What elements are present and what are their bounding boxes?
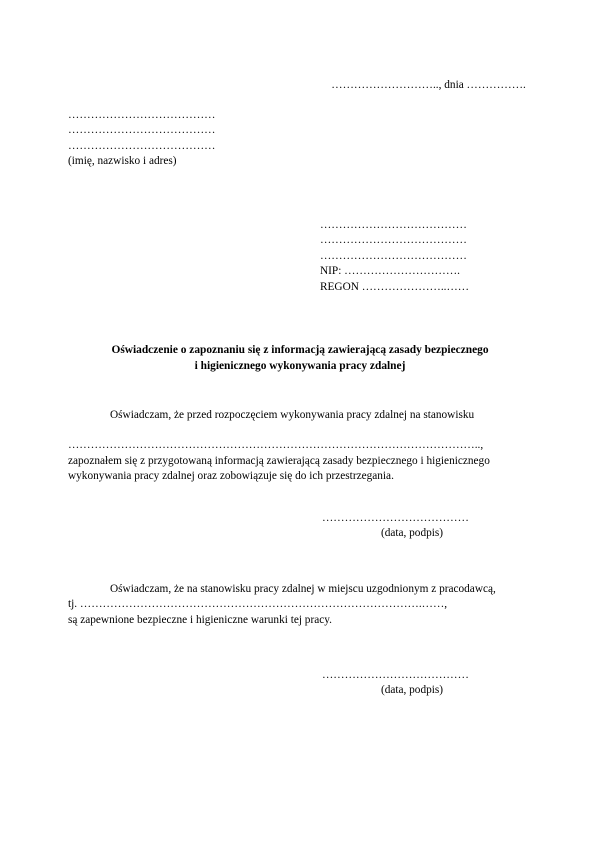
declarant-line-1: ………………………………… — [68, 109, 216, 121]
employer-line-1: ………………………………… — [320, 219, 467, 231]
employer-regon-field: REGON …………………..…… — [320, 280, 470, 293]
declaration-one-fill-line: ……………………………………………………………………………………………….., — [68, 439, 484, 452]
page-title-line-1: Oświadczenie o zapoznaniu się z informacją zawierającą zasady bezpiecznego — [111, 344, 489, 356]
declarant-line-3: ………………………………… — [68, 139, 216, 152]
signature-two-caption: (data, podpis) — [380, 684, 444, 696]
declarant-caption: (imię, nazwisko i adres) — [68, 155, 177, 168]
page-title-line-2: i higienicznego wykonywania pracy zdalnej — [194, 360, 406, 373]
employer-nip-field: NIP: …………………………. — [320, 265, 460, 278]
employer-line-2: ………………………………… — [320, 234, 467, 247]
signature-block-two — [322, 669, 502, 698]
date-line — [320, 63, 535, 109]
declaration-two — [68, 582, 534, 628]
employer-block — [320, 218, 540, 295]
signature-block-one — [322, 512, 502, 541]
declarant-line-2: ………………………………… — [68, 124, 216, 137]
declaration-one-body-line-2: wykonywania pracy zdalnej oraz zobowiązuje się do ich przestrzegania. — [68, 470, 394, 483]
signature-one-line: ………………………………… — [322, 512, 469, 524]
declaration-two-fill-line: tj. ……………………………………………………………………………….……, — [68, 598, 448, 611]
declaration-one-body-line-1: zapoznałem się z przygotowaną informacją zawierającą zasady bezpiecznego i higienicznego — [68, 454, 490, 467]
page-title — [60, 342, 540, 374]
employer-line-3: ………………………………… — [320, 249, 467, 262]
declaration-two-intro: Oświadczam, że na stanowisku pracy zdalnej w miejscu uzgodnionym z pracodawcą, — [110, 583, 496, 595]
declarant-block — [68, 108, 268, 170]
date-line-text: ……………………….., dnia ……………. — [331, 79, 526, 92]
declaration-one — [68, 408, 534, 485]
declaration-one-spacer — [68, 423, 534, 438]
declaration-two-body-line-1: są zapewnione bezpieczne i higieniczne warunki tej pracy. — [68, 613, 332, 626]
signature-one-caption: (data, podpis) — [380, 527, 444, 539]
signature-two-line: ………………………………… — [322, 669, 469, 681]
declaration-one-intro: Oświadczam, że przed rozpoczęciem wykonywania pracy zdalnej na stanowisku — [110, 409, 475, 421]
